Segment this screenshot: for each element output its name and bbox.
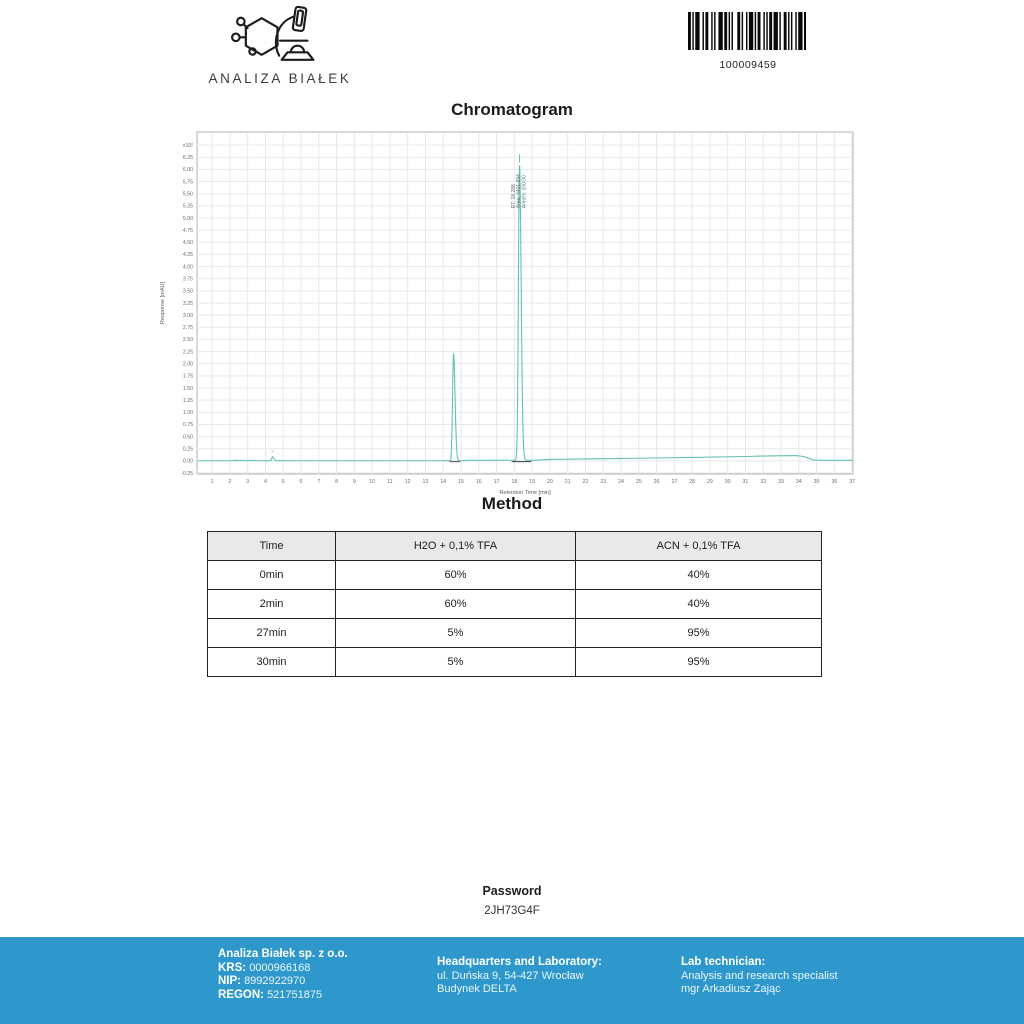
footer (0, 937, 1024, 1024)
table-cell: 95% (576, 619, 822, 648)
y-tick-label: 5.75 (182, 179, 193, 186)
table-row (208, 648, 822, 677)
nip-label: NIP: (218, 975, 241, 987)
x-tick-label: 24 (618, 479, 624, 485)
x-axis-title: Retention Time [min] (499, 490, 551, 496)
method-table (207, 531, 822, 677)
x-tick-label: 20 (546, 479, 553, 485)
x-tick-label: 31 (742, 479, 749, 485)
molecule-microscope-icon (230, 4, 330, 64)
y-tick-label: 1.75 (182, 373, 193, 380)
company-logo (200, 4, 360, 86)
x-tick-label: 16 (475, 479, 482, 485)
nip-value: 8992922970 (244, 975, 306, 987)
y-tick-label: 2.75 (182, 325, 193, 332)
peak-annotation: RT: 18.288 (510, 184, 517, 209)
regon-value: 521751875 (267, 988, 323, 1001)
footer-hq-block (437, 956, 602, 997)
y-tick-label: 0.50 (182, 434, 193, 441)
x-tick-label: 8 (335, 479, 339, 485)
y-tick-label: 0.25 (182, 446, 193, 453)
x-tick-label: 11 (387, 479, 393, 485)
y-tick-label: 5.50 (182, 191, 193, 198)
y-tick-label: -0.25 (181, 470, 193, 477)
x-tick-label: 1 (210, 479, 214, 485)
x-tick-label: 17 (493, 479, 500, 485)
y-axis-title: Response [mAU] (160, 281, 166, 325)
technician-line2: mgr Arkadiusz Zając (681, 983, 781, 995)
x-tick-label: 34 (795, 479, 802, 485)
y-tick-label: 1.00 (182, 410, 193, 417)
x-tick-label: 18 (511, 479, 518, 485)
x-tick-label: 19 (529, 479, 536, 485)
table-cell: 27min (208, 619, 336, 648)
x-tick-label: 32 (760, 479, 767, 485)
x-tick-label: 27 (671, 479, 678, 485)
y-tick-label: 4.50 (182, 240, 193, 247)
y-tick-label: 4.75 (182, 227, 193, 234)
barcode-icon (687, 12, 809, 50)
table-row (208, 590, 822, 619)
x-tick-label: 15 (458, 479, 464, 485)
x-tick-label: 4 (263, 479, 267, 485)
y-tick-label: 4.00 (182, 264, 193, 271)
x-tick-label: 2 (228, 479, 232, 485)
table-cell: 5% (336, 648, 576, 677)
company-name: Analiza Białek sp. z o.o. (218, 948, 348, 960)
hq-address2: Budynek DELTA (437, 983, 517, 995)
method-title: Method (481, 494, 543, 513)
y-tick-label: 0.75 (182, 422, 193, 429)
y-tick-label: 3.75 (182, 276, 193, 283)
x-tick-label: 3 (246, 479, 250, 485)
krs-value: 0000966168 (249, 961, 311, 974)
krs-label: KRS: (218, 961, 247, 974)
peak-annotation: Area: 4401.694 (516, 174, 523, 209)
x-tick-label: 12 (404, 479, 411, 485)
x-tick-label: 30 (724, 479, 731, 485)
y-tick-label: 3.50 (182, 288, 193, 295)
regon-label: REGON: (218, 988, 264, 1001)
hq-title: Headquarters and Laboratory: (437, 956, 602, 968)
column-header: H2O + 0,1% TFA (336, 532, 576, 561)
x-tick-label: 37 (849, 479, 856, 485)
y-tick-label: 4.25 (182, 252, 193, 259)
table-cell: 2min (208, 590, 336, 619)
y-tick-label: 2.00 (182, 361, 193, 368)
password-label: Password (482, 884, 542, 898)
password-value: 2JH73G4F (484, 905, 540, 917)
x-tick-label: 21 (564, 479, 571, 485)
y-tick-label: 6.25 (182, 155, 193, 162)
x-tick-label: 35 (813, 479, 820, 485)
x-tick-label: 36 (831, 479, 838, 485)
x-tick-label: 5 (281, 479, 285, 485)
table-row (208, 561, 822, 590)
y-tick-label: x10² (182, 142, 193, 149)
table-cell: 30min (208, 648, 336, 677)
x-tick-label: 23 (600, 479, 607, 485)
table-cell: 0min (208, 561, 336, 590)
logo-text: ANALIZA BIAŁEK (208, 71, 352, 86)
table-cell: 40% (576, 561, 822, 590)
x-tick-label: 25 (635, 479, 642, 485)
x-tick-label: 10 (369, 479, 376, 485)
x-tick-label: 26 (653, 479, 660, 485)
y-tick-label: 2.50 (182, 337, 193, 344)
y-tick-label: 3.25 (182, 300, 193, 307)
x-tick-label: 7 (317, 479, 321, 485)
barcode-block (687, 12, 809, 71)
table-row (208, 619, 822, 648)
y-tick-label: 5.00 (182, 215, 193, 222)
x-tick-label: 9 (352, 479, 356, 485)
minor-peak-marker: x (271, 448, 274, 454)
table-cell: 40% (576, 590, 822, 619)
y-tick-label: 1.50 (182, 385, 193, 392)
chromatogram-chart (150, 127, 870, 502)
y-tick-label: 3.00 (182, 312, 193, 319)
y-tick-label: 5.25 (182, 203, 193, 210)
y-tick-label: 1.25 (182, 397, 193, 404)
table-cell: 60% (336, 590, 576, 619)
barcode-number: 100009459 (719, 59, 777, 71)
column-header: ACN + 0,1% TFA (576, 532, 822, 561)
technician-title: Lab technician: (681, 956, 766, 968)
hq-address1: ul. Duńska 9, 54-427 Wrocław (437, 969, 584, 982)
footer-company-block (218, 948, 348, 1002)
x-tick-label: 14 (440, 479, 447, 485)
table-cell: 5% (336, 619, 576, 648)
footer-technician-block (681, 956, 838, 997)
technician-line1: Analysis and research specialist (681, 969, 838, 982)
x-tick-label: 13 (422, 479, 429, 485)
x-tick-label: 33 (778, 479, 784, 485)
table-cell: 60% (336, 561, 576, 590)
column-header: Time (208, 532, 336, 561)
method-table-wrap (207, 531, 818, 677)
y-tick-label: 6.00 (182, 167, 193, 174)
x-tick-label: 22 (582, 479, 589, 485)
x-tick-label: 28 (689, 479, 696, 485)
table-cell: 95% (576, 648, 822, 677)
y-tick-label: 2.25 (182, 349, 193, 356)
x-tick-label: 6 (299, 479, 303, 485)
peak-annotation: Area%: 100.00 (521, 175, 528, 209)
chromatogram-title: Chromatogram (451, 100, 573, 119)
y-tick-label: 0.00 (182, 458, 193, 465)
x-tick-label: 29 (706, 479, 713, 485)
